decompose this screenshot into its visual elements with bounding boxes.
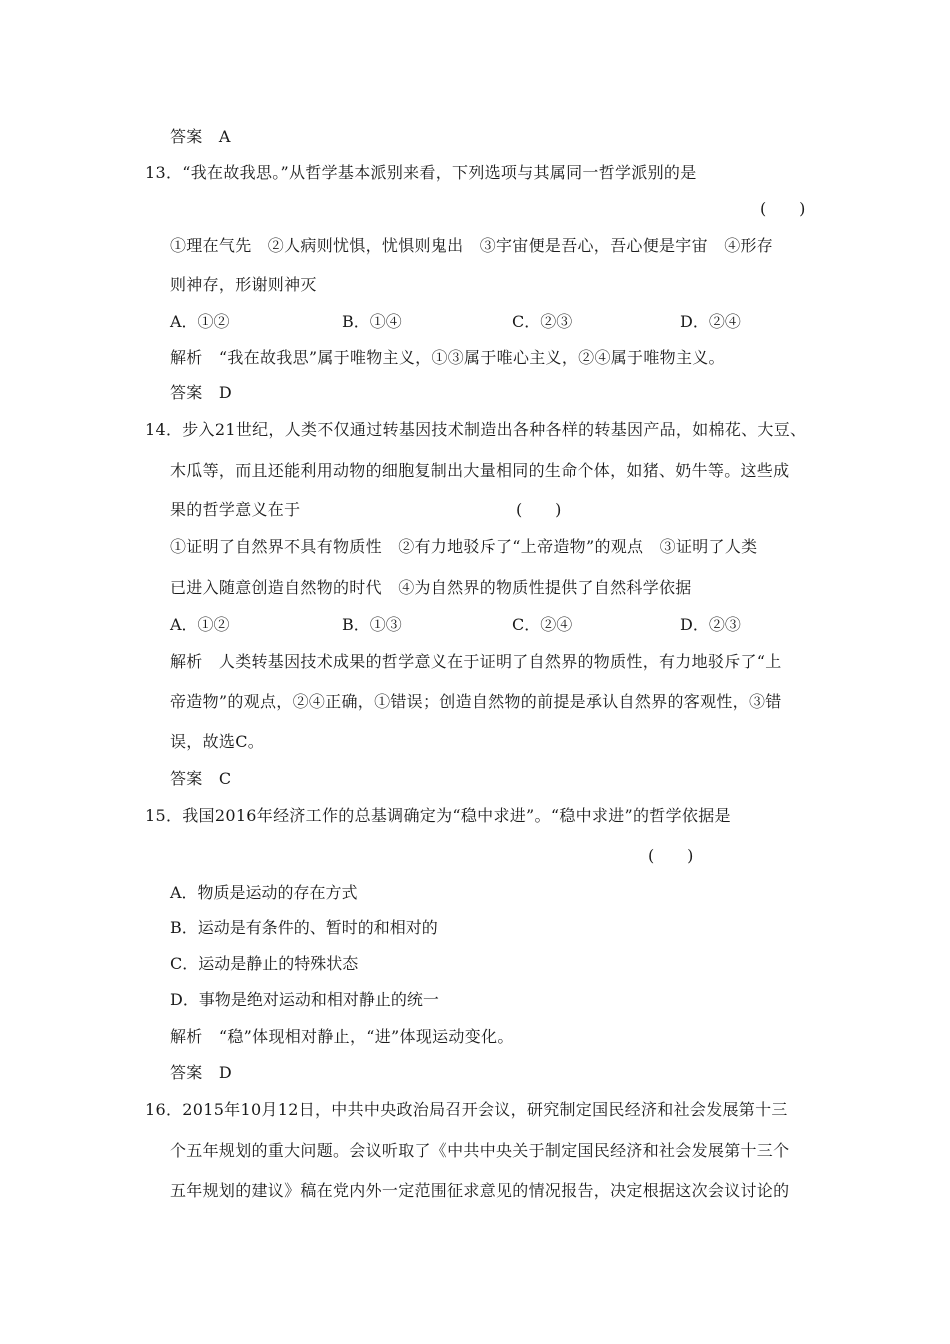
q16-stem-line3: 五年规划的建议》稿在党内外一定范围征求意见的情况报告，决定根据这次会议讨论的 bbox=[170, 1181, 790, 1200]
q14-answer: 答案 C bbox=[170, 769, 232, 788]
q16-stem-line1: 16．2015年10月12日，中共中央政治局召开会议，研究制定国民经济和社会发展第十三 bbox=[145, 1100, 788, 1119]
q14-analysis-line2: 帝造物”的观点，②④正确，①错误；创造自然物的前提是承认自然界的客观性，③错 bbox=[170, 692, 782, 711]
q14-option-a: A．①② bbox=[170, 615, 230, 634]
q14-answer-blank: ( ) bbox=[516, 500, 562, 519]
q14-stem-line2: 木瓜等，而且还能利用动物的细胞复制出大量相同的生命个体，如猪、奶牛等。这些成 bbox=[170, 461, 790, 480]
q13-items-line2: 则神存，形谢则神灭 bbox=[170, 275, 317, 294]
q14-option-d: D．②③ bbox=[680, 615, 741, 634]
q13-option-b: B．①④ bbox=[342, 312, 402, 331]
q14-analysis-line1: 解析 人类转基因技术成果的哲学意义在于证明了自然界的物质性，有力地驳斥了“上 bbox=[170, 652, 782, 671]
q13-option-a: A．①② bbox=[170, 312, 230, 331]
q15-stem: 15．我国2016年经济工作的总基调确定为“稳中求进”。“稳中求进”的哲学依据是 bbox=[145, 806, 731, 825]
q15-option-d: D．事物是绝对运动和相对静止的统一 bbox=[170, 990, 439, 1009]
q13-answer-blank: ( ) bbox=[760, 199, 806, 218]
q13-analysis: 解析 “我在故我思”属于唯物主义，①③属于唯心主义，②④属于唯物主义。 bbox=[170, 348, 725, 367]
q15-option-a: A．物质是运动的存在方式 bbox=[170, 883, 358, 902]
q15-answer: 答案 D bbox=[170, 1063, 233, 1082]
q16-stem-line2: 个五年规划的重大问题。会议听取了《中共中央关于制定国民经济和社会发展第十三个 bbox=[170, 1141, 790, 1160]
q12-answer: 答案 A bbox=[170, 127, 231, 146]
q14-stem-line1: 14．步入21世纪，人类不仅通过转基因技术制造出各种各样的转基因产品，如棉花、大豆、 bbox=[145, 420, 807, 439]
q14-items-line1: ①证明了自然界不具有物质性 ②有力地驳斥了“上帝造物”的观点 ③证明了人类 bbox=[170, 537, 758, 556]
q13-items-line1: ①理在气先 ②人病则忧惧，忧惧则鬼出 ③宇宙便是吾心，吾心便是宇宙 ④形存 bbox=[170, 236, 774, 255]
q14-option-c: C．②④ bbox=[512, 615, 573, 634]
q13-option-d: D．②④ bbox=[680, 312, 741, 331]
q13-option-c: C．②③ bbox=[512, 312, 573, 331]
q14-items-line2: 已进入随意创造自然物的时代 ④为自然界的物质性提供了自然科学依据 bbox=[170, 578, 692, 597]
q15-option-b: B．运动是有条件的、暂时的和相对的 bbox=[170, 918, 438, 937]
q14-option-b: B．①③ bbox=[342, 615, 402, 634]
q15-answer-blank: ( ) bbox=[648, 846, 694, 865]
q15-analysis: 解析 “稳”体现相对静止，“进”体现运动变化。 bbox=[170, 1027, 514, 1046]
q13-stem: 13．“我在故我思。”从哲学基本派别来看，下列选项与其属同一哲学派别的是 bbox=[145, 163, 697, 182]
q15-option-c: C．运动是静止的特殊状态 bbox=[170, 954, 359, 973]
q13-answer: 答案 D bbox=[170, 383, 233, 402]
q14-analysis-line3: 误，故选C。 bbox=[170, 732, 265, 751]
q14-stem-line3: 果的哲学意义在于 bbox=[170, 500, 301, 519]
